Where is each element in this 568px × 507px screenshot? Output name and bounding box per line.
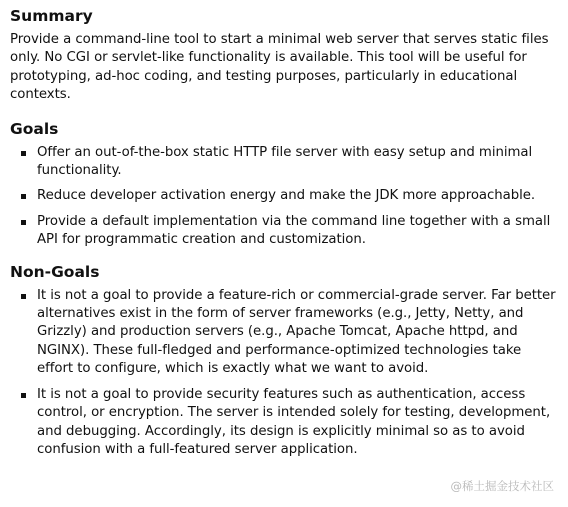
list-item-text: It is not a goal to provide a feature-rich or commercial-grade server. Far better alternatives exist in the form of server frameworks (e.g., Jetty, Netty, and Grizzly) and production servers (e.g., Apache Tomcat, Apache httpd, and NGINX). These full-fledged and performance-optimized technologies take effort to configure, which is exactly what we want to avoid. — [37, 287, 556, 377]
summary-text: Provide a command-line tool to start a minimal web server that serves static files only. No CGI or servlet-like functionality is available. This tool will be useful for prototyping, ad-hoc coding, and testing purposes, particularly in educational contexts. — [10, 32, 549, 103]
list-item-text: Provide a default implementation via the command line together with a small API for programmatic creation and customization. — [37, 213, 551, 248]
summary-heading: Summary — [10, 7, 93, 25]
square-bullet-icon — [21, 393, 26, 398]
document-body — [10, 7, 560, 472]
watermark-text: @稀土掘金技术社区 — [450, 479, 554, 493]
list-item-text: Reduce developer activation energy and make the JDK more approachable. — [37, 188, 536, 204]
square-bullet-icon — [21, 194, 26, 199]
list-item-text: Offer an out-of-the-box static HTTP file server with easy setup and minimal functionality. — [37, 144, 533, 179]
square-bullet-icon — [21, 220, 26, 225]
list-item — [10, 213, 560, 250]
square-bullet-icon — [21, 294, 26, 299]
goals-heading: Goals — [10, 119, 59, 138]
list-item — [10, 287, 560, 379]
list-item — [10, 187, 560, 205]
square-bullet-icon — [21, 151, 26, 156]
list-item — [10, 144, 560, 181]
non-goals-heading: Non-Goals — [10, 262, 100, 281]
list-item-text: It is not a goal to provide security features such as authentication, access control, or encryption. The server is intended solely for testing, development, and debugging. Accordingly, its design is explicitly minimal so as to avoid confusion with a full-featured server application. — [37, 386, 551, 457]
non-goals-list — [10, 287, 560, 460]
list-item — [10, 386, 560, 460]
goals-list — [10, 144, 560, 250]
